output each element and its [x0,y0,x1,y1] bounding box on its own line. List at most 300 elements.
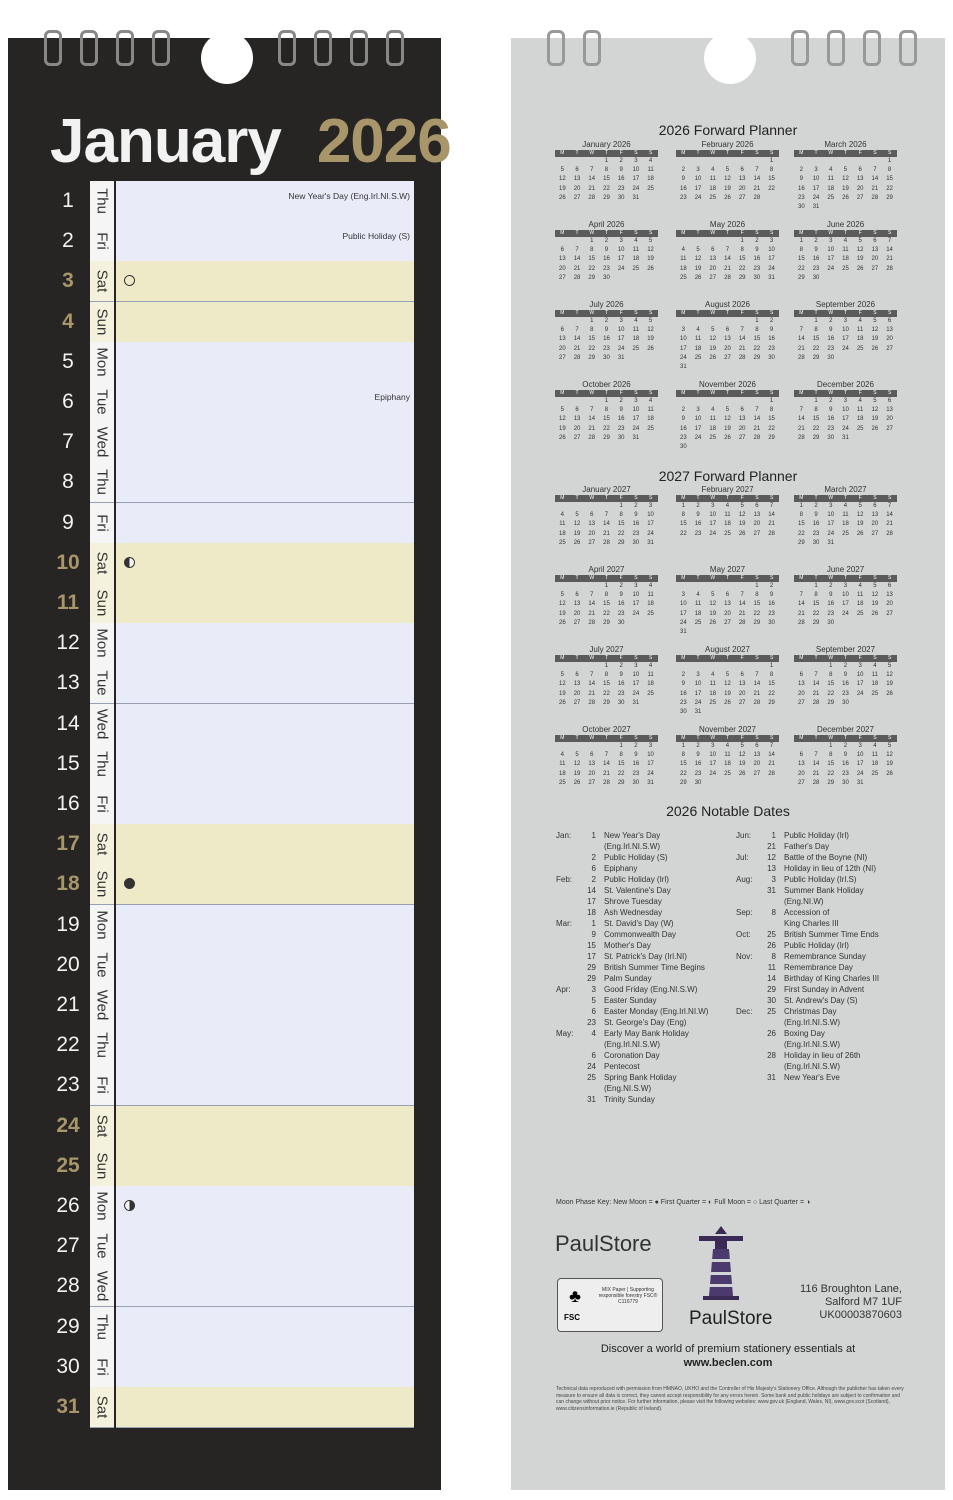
weekday-letter: T [604,575,609,581]
weekday-header [555,495,658,502]
mini-day: 31 [680,629,687,636]
mini-day: 24 [827,530,835,537]
mini-day: 29 [603,434,610,441]
day-row [50,864,415,904]
notable-day: 25 [587,1073,596,1082]
mini-day: 16 [798,185,805,192]
notable-text: Easter Sunday [604,996,657,1005]
mini-day: 21 [753,690,761,697]
notable-text: St. David's Day (W) [604,919,674,928]
mini-day: 18 [871,681,879,688]
notable-day: 6 [591,1007,596,1016]
weekday-letter: T [696,150,700,156]
empty-cell [705,237,720,246]
notable-text: (Eng.NI.W) [784,897,824,906]
mini-day: 24 [842,345,849,352]
mini-day: 4 [696,592,700,599]
mini-month-name: January 2027 [582,485,631,494]
day-row [50,1146,415,1186]
mini-day: 25 [871,770,879,777]
weekday-letter: S [888,495,892,501]
empty-cell [599,502,614,511]
day-entry-cell[interactable] [116,1307,414,1348]
mini-day: 25 [709,434,717,441]
weekday-label [90,1186,114,1227]
notable-month [736,1051,760,1060]
weekday-header [794,655,897,662]
day-entry-cell[interactable] [116,302,414,343]
mini-day: 25 [856,345,864,352]
mini-day: 4 [858,583,862,589]
notable-month [736,842,760,851]
mini-day: 4 [711,672,715,679]
mini-day: 23 [603,345,610,352]
mini-day: 16 [768,336,775,343]
mini-day: 5 [873,318,877,324]
weekday-header [794,495,897,502]
day-entry-cell[interactable] [116,663,414,704]
mini-day: 3 [681,327,686,334]
weekday-text: Fri [93,1076,111,1095]
day-entry-cell[interactable] [116,543,414,584]
day-entry-cell[interactable] [116,1025,414,1066]
mini-day: 26 [886,690,893,697]
mini-day: 7 [799,407,804,414]
day-entry-cell[interactable] [116,221,414,262]
mini-day: 11 [709,681,716,688]
mini-day: 22 [603,185,610,192]
mini-month-days [676,502,779,539]
notable-day: 5 [591,996,596,1005]
binding-ring [152,30,170,66]
mini-day: 22 [812,345,820,352]
notable-date-item [556,963,731,972]
weekday-letter: S [755,310,759,316]
weekday-letter: M [560,150,565,156]
day-entry-cell[interactable] [116,181,414,222]
mini-day: 4 [560,512,565,519]
day-row [50,905,415,945]
notable-month [556,974,580,983]
mini-day: 2 [619,158,623,164]
mini-day: 9 [619,672,623,679]
day-list [50,181,415,1443]
mini-day: 17 [617,256,625,263]
day-entry-cell[interactable] [116,583,414,624]
weekday-letter: S [873,495,877,501]
mini-day: 8 [769,407,774,414]
weekday-letter: W [828,575,834,581]
day-entry-cell[interactable] [116,744,414,785]
weekday-text: Fri [93,1358,111,1376]
mini-day: 1 [619,743,623,749]
mini-day: 16 [827,336,835,343]
mini-day: 9 [829,327,833,334]
weekday-label [90,945,114,986]
mini-day: 14 [573,256,581,263]
mini-day: 18 [694,610,702,617]
mini-month-days [794,502,897,548]
weekday-letter: M [560,230,565,236]
day-entry-cell[interactable] [116,1226,414,1267]
mini-day: 25 [827,194,835,201]
weekday-letter: S [634,575,638,581]
mini-day: 21 [753,185,761,192]
day-row [50,623,415,663]
mini-month-days [676,157,779,203]
empty-cell [584,502,599,511]
day-row [50,1387,415,1427]
weekday-header [555,655,658,662]
mini-day: 12 [856,247,864,254]
mini-month-days [794,742,897,788]
mini-day: 14 [768,752,775,759]
day-entry-cell[interactable] [116,1266,414,1307]
mini-day: 16 [827,416,835,423]
mini-month-days [676,742,779,788]
day-entry-cell[interactable] [116,945,414,986]
mini-day: 15 [603,681,610,688]
mini-day: 3 [696,167,700,174]
mini-day: 15 [886,176,893,183]
notable-date-item [556,919,731,928]
mini-day: 19 [709,610,717,617]
mini-day: 6 [560,247,565,254]
mini-day: 12 [647,247,654,254]
notable-month [556,941,580,950]
mini-day: 3 [634,583,638,589]
mini-month-days [676,662,779,717]
notable-text: Remembrance Day [784,963,853,972]
day-entry-cell[interactable] [116,864,414,905]
weekday-label [90,342,114,383]
notable-month [736,897,760,906]
day-entry-cell[interactable] [116,1347,414,1388]
mini-day: 1 [769,158,774,164]
mini-day: 12 [842,176,849,183]
mini-day: 26 [724,434,731,441]
mini-day: 26 [856,530,864,537]
mini-month-days [555,742,658,788]
weekday-letter: W [828,735,834,741]
mini-day: 6 [887,583,892,589]
mini-month-name: October 2026 [582,380,631,389]
mini-day: 12 [724,176,731,183]
binding-ring [547,30,565,66]
day-entry-cell[interactable] [116,985,414,1026]
day-row [50,1106,415,1146]
weekday-letter: M [799,735,804,741]
mini-day: 29 [753,354,761,361]
empty-cell [570,662,585,671]
first-quarter-moon-icon [124,1200,135,1211]
mini-day: 14 [812,681,820,688]
mini-day: 15 [588,256,596,263]
mini-day: 31 [647,539,654,546]
weekday-header [676,655,779,662]
mini-day: 6 [873,238,877,244]
day-row [50,784,415,824]
mini-day: 21 [886,521,893,528]
mini-day: 21 [798,345,805,352]
notable-date-item [736,1073,911,1082]
empty-cell [691,317,706,326]
day-entry-cell[interactable] [116,623,414,664]
weekday-letter: S [649,310,653,316]
day-entry-cell[interactable] [116,824,414,865]
mini-day: 7 [814,752,818,759]
weekday-text: Sat [93,832,111,856]
mini-day: 9 [769,592,774,599]
mini-day: 7 [799,592,804,599]
notable-month [736,941,760,950]
mini-day: 7 [740,592,744,599]
mini-day: 20 [573,610,581,617]
notable-month [736,1029,760,1038]
mini-day: 27 [798,779,805,786]
notable-month: Aug: [736,875,753,884]
empty-cell [838,157,853,166]
mini-day: 20 [559,345,566,352]
tree-icon: ♣ [569,1286,581,1306]
day-number: 13 [56,671,80,695]
mini-day: 14 [738,601,746,608]
mini-day: 4 [858,318,862,324]
day-entry-cell[interactable] [116,905,414,946]
mini-day: 31 [856,779,864,786]
mini-day: 30 [798,204,805,211]
mini-day: 7 [604,752,609,759]
forward-planner-page [511,38,945,1490]
mini-day: 15 [768,681,775,688]
mini-day: 2 [769,583,774,589]
mini-day: 9 [696,752,700,759]
day-entry-cell[interactable] [116,261,414,302]
weekday-letter: S [649,655,653,661]
day-entry-cell[interactable] [116,503,414,544]
weekday-letter: F [619,310,623,316]
mini-day: 23 [694,530,702,537]
mini-day: 19 [724,185,731,192]
mini-day: 12 [647,327,654,334]
notable-text: Pentecost [604,1062,640,1071]
empty-cell [584,397,599,406]
empty-cell [676,317,691,326]
notable-date-item [556,853,731,862]
website-link[interactable]: www.beclen.com [683,1357,773,1369]
mini-day: 27 [738,699,746,706]
day-entry-cell[interactable] [116,784,414,825]
mini-day: 12 [559,176,566,183]
weekday-header [555,575,658,582]
notable-month [556,1062,580,1071]
mini-day: 8 [590,247,594,254]
weekday-header [794,150,897,157]
mini-day: 10 [617,247,625,254]
notable-date-item [556,842,731,851]
mini-day: 8 [799,247,804,254]
weekday-letter: T [843,230,848,236]
weekday-letter: F [619,575,623,581]
weekday-letter: T [575,735,579,741]
weekday-letter: F [740,575,744,581]
mini-day: 28 [603,779,610,786]
weekday-label [90,462,114,503]
day-row [50,302,415,342]
weekday-header [676,150,779,157]
mini-day: 28 [886,530,893,537]
mini-day: 2 [696,743,700,749]
day-entry-cell[interactable] [116,342,414,383]
mini-day: 28 [798,354,805,361]
day-entry-cell[interactable] [116,382,414,423]
mini-day: 28 [768,530,775,537]
mini-day: 7 [604,512,609,519]
weekday-text: Thu [93,1032,111,1059]
empty-cell [794,157,809,166]
weekday-letter: S [634,310,638,316]
mini-day: 3 [648,503,653,509]
address-line: UK00003870603 [819,1309,902,1321]
mini-day: 6 [575,407,579,414]
mini-day: 28 [753,194,761,201]
mini-month-days [555,157,658,203]
mini-month-name: June 2026 [826,220,865,229]
weekday-label [90,181,114,222]
day-row [50,1025,415,1065]
mini-day: 22 [753,610,761,617]
mini-day: 18 [680,265,687,272]
mini-day: 11 [694,336,702,343]
weekday-letter: T [575,390,579,396]
mini-day: 13 [573,601,581,608]
day-entry-cell[interactable] [116,422,414,463]
weekday-letter: M [681,575,686,581]
day-number: 14 [56,711,80,735]
day-entry-cell[interactable] [116,1186,414,1227]
mini-day: 17 [827,256,835,263]
mini-day: 19 [573,530,581,537]
weekday-label [90,1307,114,1348]
mini-day: 31 [632,434,640,441]
mini-day: 4 [681,247,686,254]
mini-day: 10 [842,407,849,414]
mini-day: 27 [559,354,566,361]
mini-day: 1 [740,238,744,244]
mini-day: 9 [604,247,609,254]
mini-day: 27 [856,194,864,201]
mini-day: 5 [887,743,892,749]
mini-day: 11 [857,592,864,599]
mini-day: 6 [575,167,579,174]
notable-date-item [736,1051,911,1060]
mini-day: 14 [724,256,731,263]
mini-day: 2 [604,238,609,244]
day-entry-cell[interactable] [116,704,414,745]
mini-day: 3 [634,398,638,404]
mini-day: 22 [617,770,625,777]
weekday-letter: S [888,230,892,236]
mini-day: 17 [842,336,849,343]
mini-day: 17 [632,416,640,423]
weekday-text: Wed [93,1271,111,1302]
empty-cell [735,397,750,406]
notable-text: Mother's Day [604,941,651,950]
mini-day: 13 [738,681,746,688]
weekday-letter: T [604,655,609,661]
mini-day: 23 [680,194,687,201]
mini-day: 23 [827,345,835,352]
weekday-letter: W [710,310,716,316]
mini-day: 29 [588,354,596,361]
mini-day: 6 [873,503,877,509]
mini-day: 9 [681,176,686,183]
day-entry-cell[interactable] [116,1065,414,1106]
mini-month-days [676,582,779,637]
discover-banner [511,1342,945,1370]
mini-day: 19 [886,681,893,688]
mini-day: 9 [634,752,638,759]
mini-day: 4 [829,167,833,174]
mini-day: 2 [829,318,833,324]
mini-day: 15 [680,761,687,768]
empty-cell [676,397,691,406]
mini-day: 7 [590,407,594,414]
mini-day: 15 [753,336,761,343]
mini-day: 23 [617,425,625,432]
notable-day: 26 [767,1029,776,1038]
notable-text: Holiday in lieu of 12th (NI) [784,864,877,873]
day-number: 9 [62,510,74,534]
day-entry-cell[interactable] [116,462,414,503]
mini-day: 15 [738,256,746,263]
weekday-letter: S [634,495,638,501]
weekday-letter: M [799,390,804,396]
mini-day: 14 [588,176,596,183]
mini-month-name: May 2026 [709,220,746,229]
mini-day: 6 [590,752,594,759]
notable-date-item [556,1007,731,1016]
mini-day: 11 [680,256,687,263]
mini-day: 8 [619,752,623,759]
mini-day: 3 [634,663,638,669]
empty-cell [584,157,599,166]
mini-day: 23 [617,690,625,697]
mini-day: 28 [812,779,820,786]
mini-day: 14 [753,681,761,688]
weekday-letter: W [828,495,834,501]
mini-day: 7 [725,247,730,254]
weekday-letter: T [575,575,579,581]
mini-month [555,725,658,788]
weekday-letter: W [710,390,716,396]
notable-month [556,1073,580,1082]
empty-cell [735,582,750,591]
mini-day: 11 [559,521,566,528]
mini-day: 29 [603,194,610,201]
mini-day: 16 [694,761,702,768]
mini-month-days [794,582,897,628]
mini-day: 2 [829,583,833,589]
mini-day: 23 [768,610,775,617]
day-entry-cell[interactable] [116,1106,414,1147]
mini-day: 16 [680,185,687,192]
day-entry-cell[interactable] [116,1387,414,1428]
day-entry-cell[interactable] [116,1146,414,1187]
hanging-hole [704,32,756,84]
weekday-header [676,230,779,237]
notable-text: Summer Bank Holiday [784,886,864,895]
